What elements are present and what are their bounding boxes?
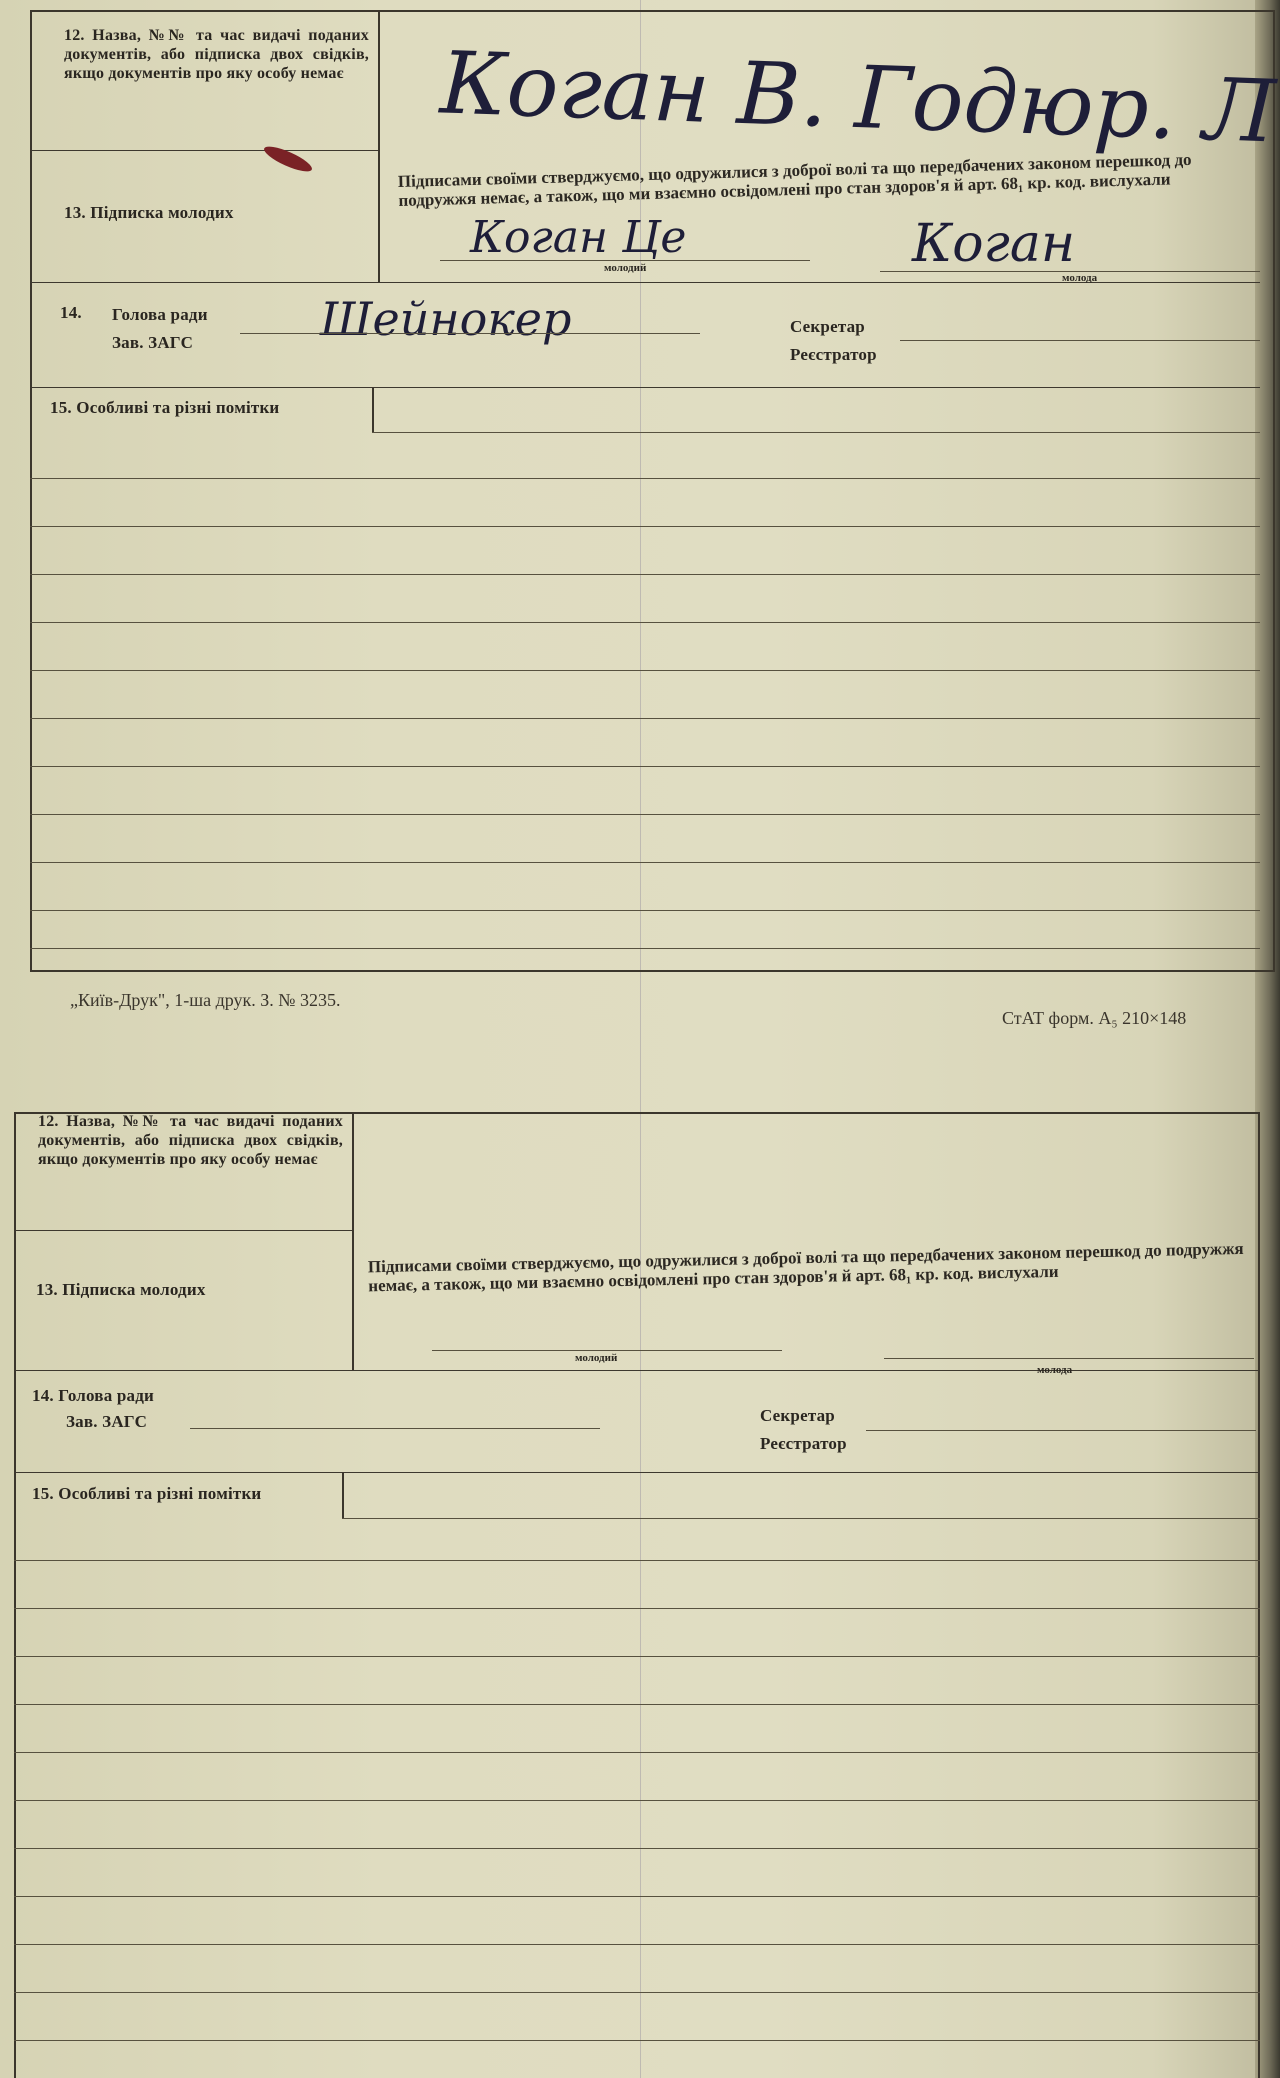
bottom-oath-text: Підписами своїми стверджуємо, що одружилися з доброї волі та що передбачених законом перешкод до подружжя немає, а також, що ми взаємно освідомлені про стан здоров'я й арт. 68₁ кр. код. вислухали xyxy=(367,1238,1244,1296)
bottom-form xyxy=(0,1100,1280,2078)
top-row12-label: 12. Назва, №№ та час видачі поданих документів, або підписка двох свідків, якщо документів про яку особу немає xyxy=(64,27,369,82)
top-handwritten-names: Коган В. Годюр. Л xyxy=(438,33,1277,163)
top-row15-label: 15. Особливі та різні помітки xyxy=(50,398,280,417)
bottom-row14-head: 14. Голова ради xyxy=(32,1386,154,1405)
top-form xyxy=(0,0,1280,980)
top-oath-text: Підписами своїми стверджуємо, що одружилися з доброї волі та що передбачених законом перешкод до подружжя немає, а також, що ми взаємно освідомлені про стан здоров'я й арт. 68₁ кр. код. вислухали xyxy=(397,149,1192,211)
top-bride-caption: молода xyxy=(1062,272,1098,284)
printer-imprint: „Київ-Друк", 1-ша друк. З. № 3235. xyxy=(70,990,341,1010)
bottom-row14-zags: Зав. ЗАГС xyxy=(66,1412,148,1431)
top-bride-signature: Коган xyxy=(912,214,1076,274)
bottom-row12-label: 12. Назва, №№ та час видачі поданих документів, або підписка двох свідків, якщо документів про яку особу немає xyxy=(38,1113,343,1168)
bottom-label-divider xyxy=(352,1112,354,1370)
top-row14-head: Голова ради xyxy=(112,305,208,324)
top-secretary-label: Секретар xyxy=(790,317,865,336)
top-head-signature: Шейнокер xyxy=(320,292,572,346)
bottom-bride-caption: молода xyxy=(1037,1364,1073,1376)
top-groom-caption: молодий xyxy=(604,262,647,274)
bottom-row15-label: 15. Особливі та різні помітки xyxy=(32,1484,262,1503)
top-registrar-label: Реєстратор xyxy=(790,345,877,364)
bottom-groom-caption: молодий xyxy=(575,1352,618,1364)
bottom-registrar-label: Реєстратор xyxy=(760,1434,847,1453)
top-row14-number: 14. xyxy=(60,303,82,322)
bottom-secretary-label: Секретар xyxy=(760,1406,835,1425)
top-row13-label: 13. Підписка молодих xyxy=(64,203,234,222)
top-label-divider xyxy=(378,10,380,282)
form-code: СтАТ форм. А₅ 210×148 xyxy=(1002,1008,1187,1028)
bottom-row13-label: 13. Підписка молодих xyxy=(36,1280,206,1299)
top-groom-signature: Коган Це xyxy=(470,212,687,263)
top-row14-zags: Зав. ЗАГС xyxy=(112,333,194,352)
